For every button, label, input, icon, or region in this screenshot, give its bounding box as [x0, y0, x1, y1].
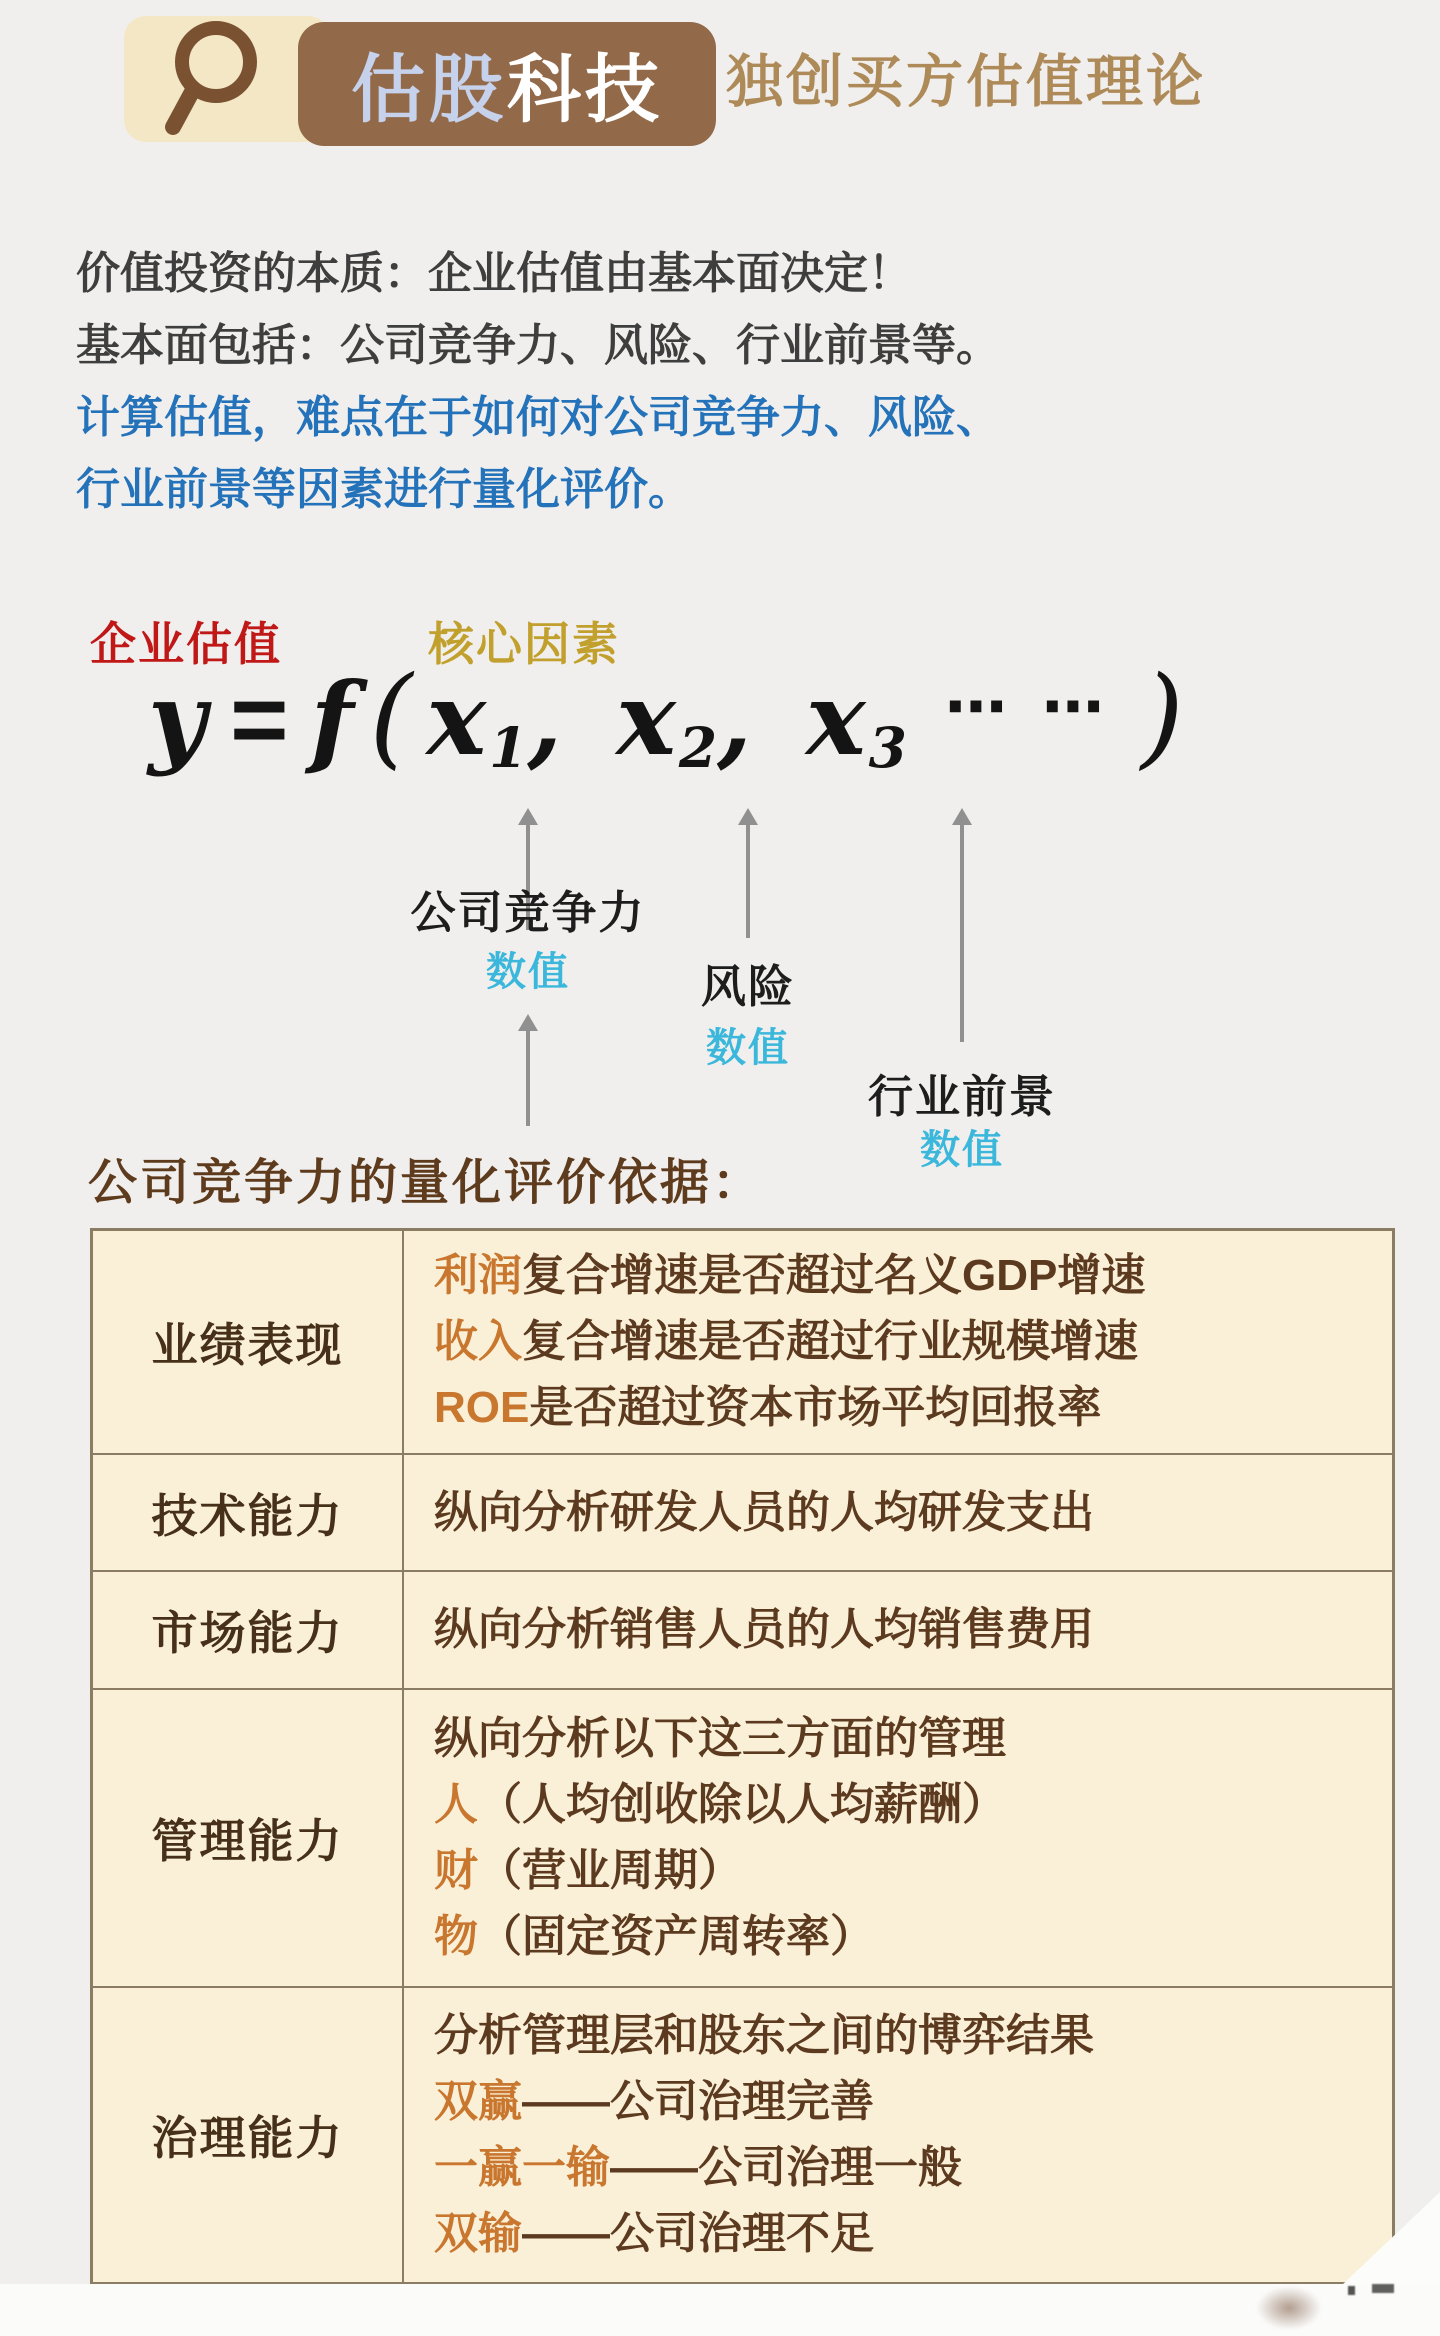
- formula-sub1: 1: [489, 715, 528, 781]
- formula-equals: =: [230, 664, 289, 776]
- row-content: [404, 1690, 1392, 1986]
- row-content-line: 分析管理层和股东之间的博弈结果: [434, 2011, 1094, 2060]
- row-content: [404, 1231, 1392, 1453]
- factor-industry-outlook-value: 数值: [920, 1128, 1004, 1172]
- row-content-line: 纵向分析销售人员的人均销售费用: [434, 1605, 1094, 1654]
- formula-sub3: 3: [868, 715, 907, 781]
- row-content-line: 物（固定资产周转率）: [434, 1912, 874, 1961]
- formula-comma1: ,: [527, 660, 563, 778]
- row-label: 市场能力: [93, 1572, 404, 1688]
- factor-risk-label: 风险: [700, 961, 796, 1012]
- formula-dots-1: ⋯: [944, 669, 1004, 743]
- watermark-speck: [1348, 2286, 1355, 2295]
- formula-f: f: [310, 660, 354, 778]
- brand-part1: 估股: [351, 48, 507, 131]
- formula-x1: x: [426, 660, 487, 778]
- magnifier-icon: [150, 14, 278, 142]
- row-label: 业绩表现: [93, 1231, 404, 1453]
- row-content-line: 纵向分析以下这三方面的管理: [434, 1714, 1006, 1763]
- table-row: [93, 1231, 1392, 1453]
- row-content-line: 利润复合增速是否超过名义GDP增速: [434, 1251, 1146, 1300]
- quantification-section-title: 公司竞争力的量化评价依据：: [88, 1156, 765, 1210]
- tagline: 独创买方估值理论: [726, 50, 1206, 114]
- formula-y: y: [148, 660, 207, 778]
- intro-paragraph: [76, 238, 1000, 526]
- formula-label-core-factors: 核心因素: [428, 618, 620, 670]
- formula-x2: x: [616, 660, 676, 778]
- formula-dots-2: ⋯: [1041, 669, 1101, 743]
- table-row: [93, 1453, 1392, 1570]
- intro-line-3: 计算估值，难点在于如何对公司竞争力、风险、: [76, 393, 1000, 442]
- formula-open-paren: (: [369, 652, 413, 780]
- row-content: [404, 1455, 1392, 1570]
- arrow-up-icon-x3: [960, 824, 964, 1042]
- brand-part2: 科技: [507, 48, 663, 131]
- brand-badge: [298, 22, 716, 146]
- formula-comma2: ,: [717, 660, 752, 778]
- factor-risk-value: 数值: [706, 1026, 790, 1070]
- table-row: [93, 1986, 1392, 2282]
- row-content-line: 财（营业周期）: [434, 1846, 742, 1895]
- row-content-line: ROE是否超过资本市场平均回报率: [434, 1383, 1102, 1432]
- row-content-line: 纵向分析研发人员的人均研发支出: [434, 1487, 1094, 1537]
- watermark-stamp: [1256, 2286, 1322, 2330]
- brand-text: [351, 31, 663, 137]
- row-content-line: 双赢——公司治理完善: [434, 2077, 874, 2126]
- intro-line-4: 行业前景等因素进行量化评价。: [76, 465, 692, 514]
- formula-sub2: 2: [678, 715, 718, 781]
- intro-line-2: 基本面包括：公司竞争力、风险、行业前景等。: [76, 321, 1000, 370]
- bottom-page-band: [0, 2284, 1440, 2336]
- row-label: 治理能力: [93, 1988, 404, 2282]
- row-content: [404, 1572, 1392, 1688]
- formula-x3: x: [805, 660, 866, 778]
- table-row: [93, 1570, 1392, 1688]
- watermark-speck: [1372, 2284, 1394, 2293]
- valuation-formula: [148, 652, 1184, 780]
- row-content-line: 一赢一输——公司治理一般: [434, 2143, 962, 2192]
- factor-competitiveness-value: 数值: [486, 950, 570, 994]
- row-content-line: 收入复合增速是否超过行业规模增速: [434, 1317, 1138, 1366]
- arrow-up-icon-x2: [746, 824, 750, 938]
- row-label: 技术能力: [93, 1455, 404, 1570]
- competitiveness-table: [90, 1228, 1395, 2285]
- arrow-up-icon-x1-basis: [526, 1030, 530, 1126]
- factor-industry-outlook-label: 行业前景: [867, 1071, 1057, 1122]
- factor-competitiveness-label: 公司竞争力: [410, 887, 646, 938]
- intro-line-1: 价值投资的本质：企业估值由基本面决定！: [76, 249, 912, 298]
- row-content-line: 双输——公司治理不足: [434, 2209, 874, 2258]
- row-label: 管理能力: [93, 1690, 404, 1986]
- row-content-line: 人（人均创收除以人均薪酬）: [434, 1780, 1006, 1829]
- formula-label-enterprise-valuation: 企业估值: [90, 618, 282, 670]
- row-content: [404, 1988, 1392, 2282]
- table-row: [93, 1688, 1392, 1986]
- formula-close-paren: ): [1140, 652, 1184, 780]
